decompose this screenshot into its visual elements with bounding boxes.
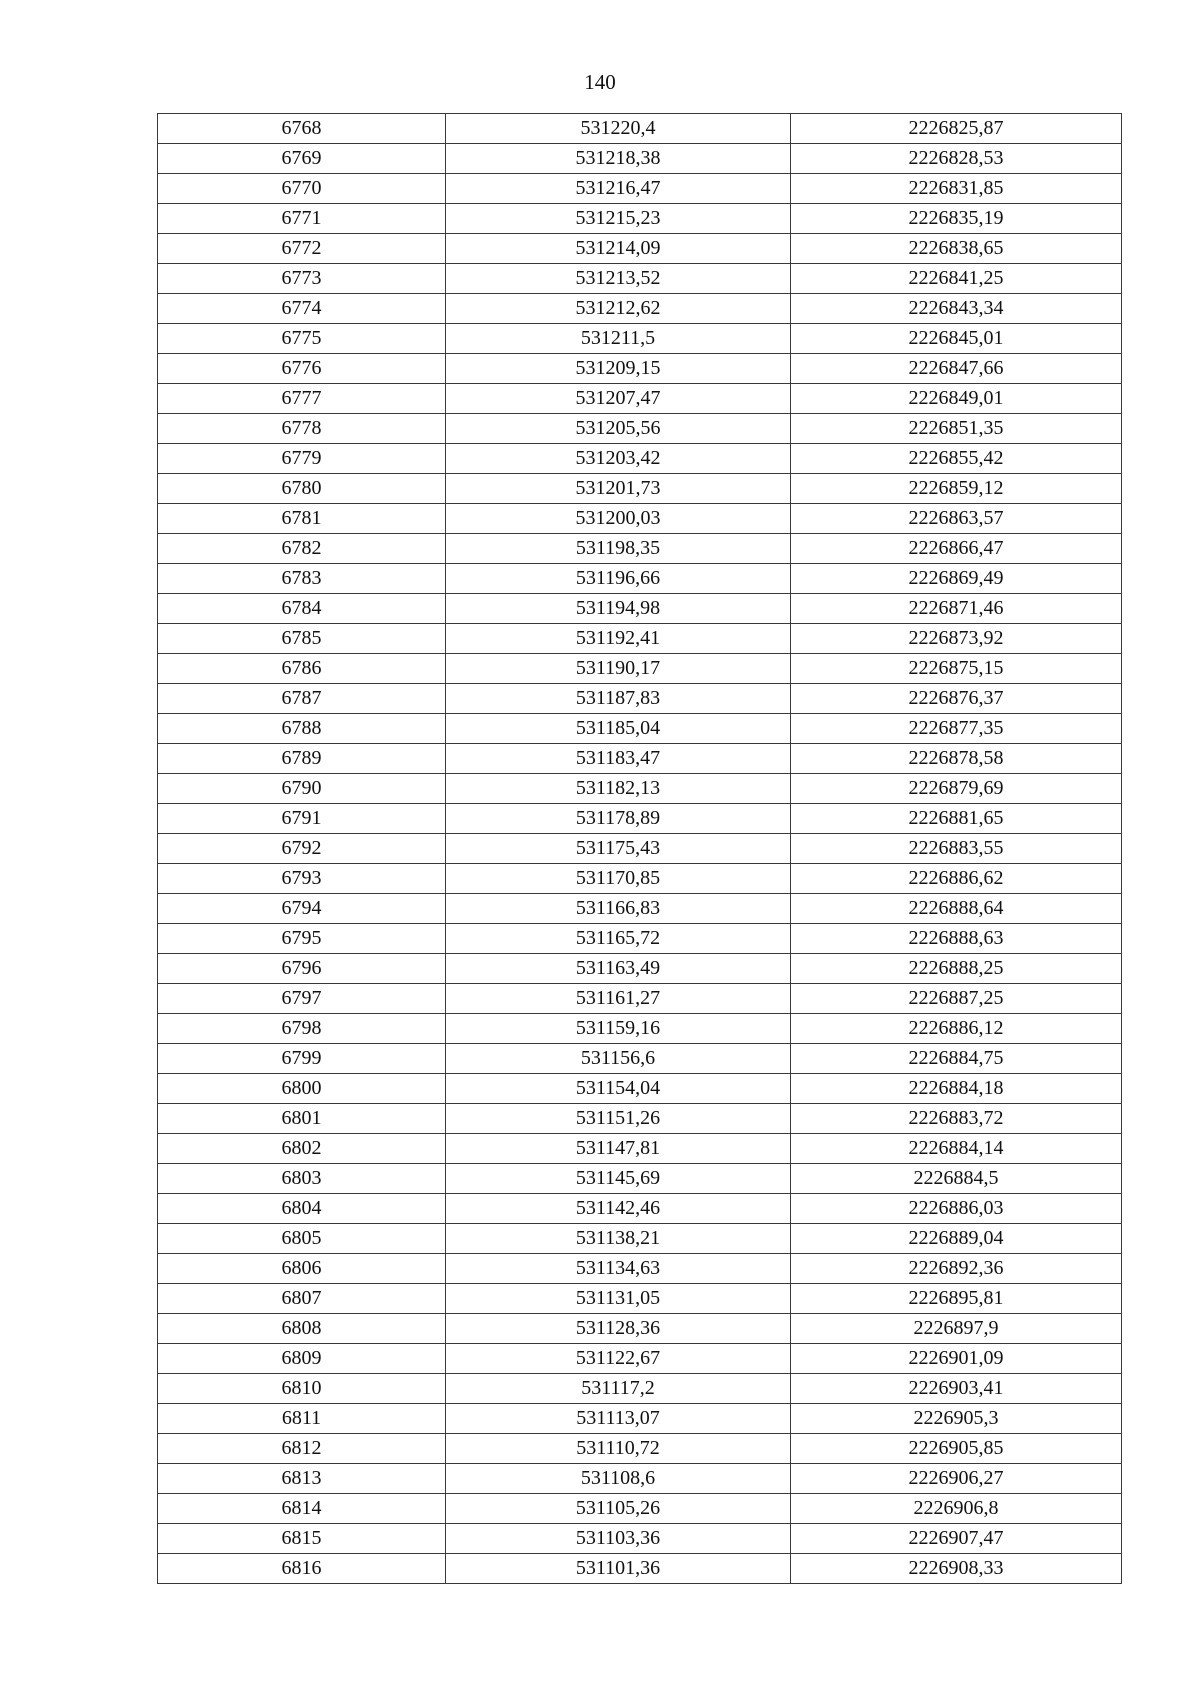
- x-coordinate-cell: 531117,2: [446, 1374, 791, 1404]
- point-number-cell: 6801: [158, 1104, 446, 1134]
- x-coordinate-cell: 531170,85: [446, 864, 791, 894]
- table-row: [158, 594, 1122, 624]
- point-number-cell: 6790: [158, 774, 446, 804]
- table-row: [158, 954, 1122, 984]
- y-coordinate-cell: 2226888,25: [791, 954, 1122, 984]
- y-coordinate-cell: 2226903,41: [791, 1374, 1122, 1404]
- x-coordinate-cell: 531134,63: [446, 1254, 791, 1284]
- x-coordinate-cell: 531190,17: [446, 654, 791, 684]
- x-coordinate-cell: 531154,04: [446, 1074, 791, 1104]
- table-row: [158, 1344, 1122, 1374]
- y-coordinate-cell: 2226859,12: [791, 474, 1122, 504]
- x-coordinate-cell: 531187,83: [446, 684, 791, 714]
- y-coordinate-cell: 2226849,01: [791, 384, 1122, 414]
- table-row: [158, 234, 1122, 264]
- point-number-cell: 6775: [158, 324, 446, 354]
- table-row: [158, 264, 1122, 294]
- table-row: [158, 414, 1122, 444]
- table-row: [158, 1524, 1122, 1554]
- point-number-cell: 6793: [158, 864, 446, 894]
- table-row: [158, 1404, 1122, 1434]
- x-coordinate-cell: 531182,13: [446, 774, 791, 804]
- point-number-cell: 6786: [158, 654, 446, 684]
- point-number-cell: 6791: [158, 804, 446, 834]
- y-coordinate-cell: 2226838,65: [791, 234, 1122, 264]
- y-coordinate-cell: 2226873,92: [791, 624, 1122, 654]
- point-number-cell: 6806: [158, 1254, 446, 1284]
- point-number-cell: 6780: [158, 474, 446, 504]
- point-number-cell: 6783: [158, 564, 446, 594]
- y-coordinate-cell: 2226845,01: [791, 324, 1122, 354]
- x-coordinate-cell: 531183,47: [446, 744, 791, 774]
- table-row: [158, 114, 1122, 144]
- table-row: [158, 1434, 1122, 1464]
- table-row: [158, 1254, 1122, 1284]
- table-row: [158, 1494, 1122, 1524]
- table-row: [158, 1164, 1122, 1194]
- y-coordinate-cell: 2226879,69: [791, 774, 1122, 804]
- table-row: [158, 204, 1122, 234]
- y-coordinate-cell: 2226888,63: [791, 924, 1122, 954]
- y-coordinate-cell: 2226886,03: [791, 1194, 1122, 1224]
- x-coordinate-cell: 531128,36: [446, 1314, 791, 1344]
- y-coordinate-cell: 2226851,35: [791, 414, 1122, 444]
- table-row: [158, 894, 1122, 924]
- y-coordinate-cell: 2226895,81: [791, 1284, 1122, 1314]
- table-row: [158, 834, 1122, 864]
- y-coordinate-cell: 2226888,64: [791, 894, 1122, 924]
- x-coordinate-cell: 531209,15: [446, 354, 791, 384]
- y-coordinate-cell: 2226876,37: [791, 684, 1122, 714]
- x-coordinate-cell: 531196,66: [446, 564, 791, 594]
- point-number-cell: 6796: [158, 954, 446, 984]
- y-coordinate-cell: 2226886,12: [791, 1014, 1122, 1044]
- page-number: 140: [584, 70, 616, 94]
- y-coordinate-cell: 2226877,35: [791, 714, 1122, 744]
- y-coordinate-cell: 2226866,47: [791, 534, 1122, 564]
- point-number-cell: 6773: [158, 264, 446, 294]
- point-number-cell: 6792: [158, 834, 446, 864]
- x-coordinate-cell: 531216,47: [446, 174, 791, 204]
- table-row: [158, 564, 1122, 594]
- x-coordinate-cell: 531194,98: [446, 594, 791, 624]
- x-coordinate-cell: 531214,09: [446, 234, 791, 264]
- table-row: [158, 624, 1122, 654]
- x-coordinate-cell: 531207,47: [446, 384, 791, 414]
- point-number-cell: 6802: [158, 1134, 446, 1164]
- table-row: [158, 804, 1122, 834]
- table-row: [158, 864, 1122, 894]
- point-number-cell: 6799: [158, 1044, 446, 1074]
- point-number-cell: 6805: [158, 1224, 446, 1254]
- point-number-cell: 6809: [158, 1344, 446, 1374]
- y-coordinate-cell: 2226906,27: [791, 1464, 1122, 1494]
- x-coordinate-cell: 531192,41: [446, 624, 791, 654]
- point-number-cell: 6808: [158, 1314, 446, 1344]
- x-coordinate-cell: 531101,36: [446, 1554, 791, 1584]
- point-number-cell: 6815: [158, 1524, 446, 1554]
- x-coordinate-cell: 531215,23: [446, 204, 791, 234]
- table-row: [158, 174, 1122, 204]
- table-row: [158, 1044, 1122, 1074]
- y-coordinate-cell: 2226889,04: [791, 1224, 1122, 1254]
- point-number-cell: 6771: [158, 204, 446, 234]
- x-coordinate-cell: 531108,6: [446, 1464, 791, 1494]
- x-coordinate-cell: 531145,69: [446, 1164, 791, 1194]
- y-coordinate-cell: 2226841,25: [791, 264, 1122, 294]
- x-coordinate-cell: 531151,26: [446, 1104, 791, 1134]
- y-coordinate-cell: 2226828,53: [791, 144, 1122, 174]
- point-number-cell: 6781: [158, 504, 446, 534]
- point-number-cell: 6797: [158, 984, 446, 1014]
- point-number-cell: 6785: [158, 624, 446, 654]
- y-coordinate-cell: 2226871,46: [791, 594, 1122, 624]
- x-coordinate-cell: 531110,72: [446, 1434, 791, 1464]
- y-coordinate-cell: 2226897,9: [791, 1314, 1122, 1344]
- x-coordinate-cell: 531122,67: [446, 1344, 791, 1374]
- point-number-cell: 6779: [158, 444, 446, 474]
- table-row: [158, 1074, 1122, 1104]
- table-row: [158, 924, 1122, 954]
- table-row: [158, 1104, 1122, 1134]
- x-coordinate-cell: 531156,6: [446, 1044, 791, 1074]
- x-coordinate-cell: 531178,89: [446, 804, 791, 834]
- y-coordinate-cell: 2226881,65: [791, 804, 1122, 834]
- y-coordinate-cell: 2226835,19: [791, 204, 1122, 234]
- x-coordinate-cell: 531163,49: [446, 954, 791, 984]
- y-coordinate-cell: 2226847,66: [791, 354, 1122, 384]
- x-coordinate-cell: 531131,05: [446, 1284, 791, 1314]
- y-coordinate-cell: 2226875,15: [791, 654, 1122, 684]
- table-row: [158, 294, 1122, 324]
- y-coordinate-cell: 2226863,57: [791, 504, 1122, 534]
- point-number-cell: 6778: [158, 414, 446, 444]
- y-coordinate-cell: 2226884,18: [791, 1074, 1122, 1104]
- x-coordinate-cell: 531218,38: [446, 144, 791, 174]
- point-number-cell: 6788: [158, 714, 446, 744]
- point-number-cell: 6814: [158, 1494, 446, 1524]
- x-coordinate-cell: 531142,46: [446, 1194, 791, 1224]
- coordinates-table: [157, 113, 1122, 1584]
- y-coordinate-cell: 2226831,85: [791, 174, 1122, 204]
- x-coordinate-cell: 531185,04: [446, 714, 791, 744]
- table-row: [158, 444, 1122, 474]
- y-coordinate-cell: 2226843,34: [791, 294, 1122, 324]
- point-number-cell: 6804: [158, 1194, 446, 1224]
- x-coordinate-cell: 531201,73: [446, 474, 791, 504]
- point-number-cell: 6803: [158, 1164, 446, 1194]
- table-row: [158, 984, 1122, 1014]
- x-coordinate-cell: 531198,35: [446, 534, 791, 564]
- table-row: [158, 714, 1122, 744]
- table-row: [158, 744, 1122, 774]
- y-coordinate-cell: 2226886,62: [791, 864, 1122, 894]
- y-coordinate-cell: 2226887,25: [791, 984, 1122, 1014]
- x-coordinate-cell: 531205,56: [446, 414, 791, 444]
- y-coordinate-cell: 2226884,14: [791, 1134, 1122, 1164]
- point-number-cell: 6807: [158, 1284, 446, 1314]
- table-row: [158, 1224, 1122, 1254]
- table-row: [158, 684, 1122, 714]
- point-number-cell: 6800: [158, 1074, 446, 1104]
- table-row: [158, 354, 1122, 384]
- point-number-cell: 6784: [158, 594, 446, 624]
- x-coordinate-cell: 531161,27: [446, 984, 791, 1014]
- y-coordinate-cell: 2226901,09: [791, 1344, 1122, 1374]
- table-row: [158, 1194, 1122, 1224]
- y-coordinate-cell: 2226869,49: [791, 564, 1122, 594]
- y-coordinate-cell: 2226905,85: [791, 1434, 1122, 1464]
- y-coordinate-cell: 2226883,72: [791, 1104, 1122, 1134]
- point-number-cell: 6795: [158, 924, 446, 954]
- point-number-cell: 6812: [158, 1434, 446, 1464]
- y-coordinate-cell: 2226884,75: [791, 1044, 1122, 1074]
- y-coordinate-cell: 2226878,58: [791, 744, 1122, 774]
- y-coordinate-cell: 2226908,33: [791, 1554, 1122, 1584]
- table-row: [158, 1314, 1122, 1344]
- y-coordinate-cell: 2226905,3: [791, 1404, 1122, 1434]
- table-row: [158, 324, 1122, 354]
- table-row: [158, 1464, 1122, 1494]
- y-coordinate-cell: 2226883,55: [791, 834, 1122, 864]
- point-number-cell: 6772: [158, 234, 446, 264]
- point-number-cell: 6768: [158, 114, 446, 144]
- table-row: [158, 474, 1122, 504]
- point-number-cell: 6774: [158, 294, 446, 324]
- point-number-cell: 6777: [158, 384, 446, 414]
- y-coordinate-cell: 2226907,47: [791, 1524, 1122, 1554]
- point-number-cell: 6813: [158, 1464, 446, 1494]
- x-coordinate-cell: 531200,03: [446, 504, 791, 534]
- table-row: [158, 504, 1122, 534]
- point-number-cell: 6782: [158, 534, 446, 564]
- table-row: [158, 384, 1122, 414]
- point-number-cell: 6798: [158, 1014, 446, 1044]
- x-coordinate-cell: 531166,83: [446, 894, 791, 924]
- x-coordinate-cell: 531147,81: [446, 1134, 791, 1164]
- x-coordinate-cell: 531165,72: [446, 924, 791, 954]
- y-coordinate-cell: 2226884,5: [791, 1164, 1122, 1194]
- x-coordinate-cell: 531103,36: [446, 1524, 791, 1554]
- x-coordinate-cell: 531159,16: [446, 1014, 791, 1044]
- table-row: [158, 1374, 1122, 1404]
- point-number-cell: 6769: [158, 144, 446, 174]
- coordinates-table-body: [158, 114, 1122, 1584]
- x-coordinate-cell: 531212,62: [446, 294, 791, 324]
- x-coordinate-cell: 531138,21: [446, 1224, 791, 1254]
- x-coordinate-cell: 531220,4: [446, 114, 791, 144]
- table-row: [158, 654, 1122, 684]
- point-number-cell: 6789: [158, 744, 446, 774]
- point-number-cell: 6810: [158, 1374, 446, 1404]
- x-coordinate-cell: 531203,42: [446, 444, 791, 474]
- table-row: [158, 1134, 1122, 1164]
- y-coordinate-cell: 2226825,87: [791, 114, 1122, 144]
- point-number-cell: 6794: [158, 894, 446, 924]
- x-coordinate-cell: 531213,52: [446, 264, 791, 294]
- table-row: [158, 144, 1122, 174]
- point-number-cell: 6816: [158, 1554, 446, 1584]
- x-coordinate-cell: 531211,5: [446, 324, 791, 354]
- y-coordinate-cell: 2226855,42: [791, 444, 1122, 474]
- point-number-cell: 6811: [158, 1404, 446, 1434]
- point-number-cell: 6776: [158, 354, 446, 384]
- point-number-cell: 6770: [158, 174, 446, 204]
- x-coordinate-cell: 531113,07: [446, 1404, 791, 1434]
- y-coordinate-cell: 2226906,8: [791, 1494, 1122, 1524]
- x-coordinate-cell: 531105,26: [446, 1494, 791, 1524]
- table-row: [158, 534, 1122, 564]
- table-row: [158, 1014, 1122, 1044]
- x-coordinate-cell: 531175,43: [446, 834, 791, 864]
- table-row: [158, 774, 1122, 804]
- point-number-cell: 6787: [158, 684, 446, 714]
- table-row: [158, 1284, 1122, 1314]
- y-coordinate-cell: 2226892,36: [791, 1254, 1122, 1284]
- table-row: [158, 1554, 1122, 1584]
